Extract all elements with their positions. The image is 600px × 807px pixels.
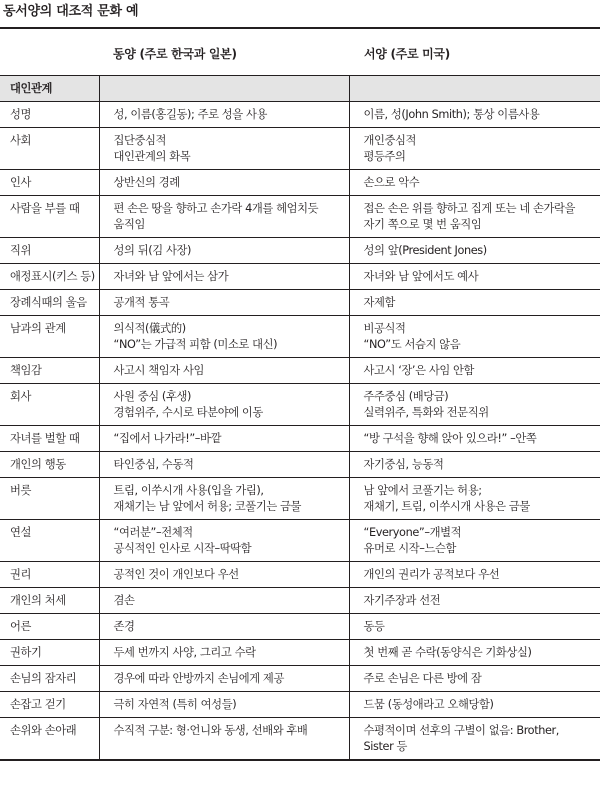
row-label: 어른 <box>0 614 99 640</box>
east-cell-line: 존경 <box>113 620 135 633</box>
west-cell-line: 사고시 ‘장’은 사임 안함 <box>363 364 475 377</box>
east-cell <box>99 478 349 520</box>
west-cell <box>349 290 600 316</box>
east-cell <box>99 562 349 588</box>
west-cell <box>349 170 600 196</box>
west-cell-line: 자제함 <box>363 296 396 309</box>
table-row <box>0 478 600 520</box>
west-cell-line: 개인의 권리가 공적보다 우선 <box>363 568 500 581</box>
west-cell-line: 개인중심적 <box>363 134 417 147</box>
row-label: 인사 <box>0 170 99 196</box>
table-row <box>0 640 600 666</box>
west-cell <box>349 520 600 562</box>
section-row <box>0 76 600 102</box>
west-cell <box>349 426 600 452</box>
west-cell <box>349 264 600 290</box>
east-cell <box>99 718 349 761</box>
east-cell-line: 극히 자연적 (특히 여성들) <box>113 698 237 711</box>
table-row <box>0 358 600 384</box>
west-cell-line: 재채기, 트림, 이쑤시개 사용은 금물 <box>363 500 530 513</box>
east-cell-line: 성의 뒤(김 사장) <box>113 244 191 257</box>
east-cell-line: 경우에 따라 안방까지 손님에게 제공 <box>113 672 284 685</box>
row-label: 손님의 잠자리 <box>0 666 99 692</box>
row-label: 성명 <box>0 102 99 128</box>
row-label: 애정표시(키스 등) <box>0 264 99 290</box>
west-cell-line: 비공식적 <box>363 322 406 335</box>
west-cell-line: 성의 앞(President Jones) <box>363 244 487 257</box>
east-cell-line: 성, 이름(홍길동); 주로 성을 사용 <box>113 108 268 121</box>
west-cell <box>349 640 600 666</box>
west-cell-line: 수평적이며 선후의 구별이 없음: Brother, <box>363 724 559 737</box>
east-cell <box>99 614 349 640</box>
west-cell-line: 동등 <box>363 620 385 633</box>
east-cell <box>99 238 349 264</box>
table-row <box>0 520 600 562</box>
west-cell-line: 드뭄 (동성애라고 오해당함) <box>363 698 494 711</box>
table-row <box>0 238 600 264</box>
table-row <box>0 614 600 640</box>
east-cell <box>99 426 349 452</box>
west-cell-line: Sister 등 <box>363 740 408 753</box>
row-label: 장례식때의 울음 <box>0 290 99 316</box>
east-cell <box>99 384 349 426</box>
east-cell-line: 자녀와 남 앞에서는 삼가 <box>113 270 229 283</box>
table-row <box>0 692 600 718</box>
east-cell-line: 사고시 책임자 사임 <box>113 364 204 377</box>
table-row <box>0 718 600 761</box>
west-cell-line: 자기중심, 능동적 <box>363 458 444 471</box>
table-row <box>0 562 600 588</box>
section-cell-empty <box>99 76 349 102</box>
row-label: 회사 <box>0 384 99 426</box>
west-cell <box>349 238 600 264</box>
east-cell-line: 재채기는 남 앞에서 허용; 코풀기는 금물 <box>113 500 302 513</box>
east-cell-line: 수직적 구분: 형·언니와 동생, 선배와 후배 <box>113 724 308 737</box>
east-cell-line: 트림, 이쑤시개 사용(입을 가림), <box>113 484 264 497</box>
east-cell-line: “여러분”–전체적 <box>113 526 193 539</box>
west-cell <box>349 128 600 170</box>
section-cell-empty <box>349 76 600 102</box>
east-cell-line: 공식적인 인사로 시작–딱딱함 <box>113 542 252 555</box>
table-row <box>0 666 600 692</box>
west-cell-line: 자기주장과 선전 <box>363 594 441 607</box>
row-label: 연설 <box>0 520 99 562</box>
east-cell <box>99 290 349 316</box>
east-cell-line: 상반신의 경례 <box>113 176 180 189</box>
east-cell <box>99 452 349 478</box>
west-cell-line: 첫 번째 곧 수락(동양식은 기화상실) <box>363 646 532 659</box>
culture-comparison-table <box>0 75 600 761</box>
table-row <box>0 384 600 426</box>
east-cell <box>99 128 349 170</box>
page-title: 동서양의 대조적 문화 예 <box>3 4 139 19</box>
table-row <box>0 452 600 478</box>
row-label: 버릇 <box>0 478 99 520</box>
east-cell <box>99 316 349 358</box>
west-cell <box>349 102 600 128</box>
title-divider <box>0 27 600 29</box>
row-label: 직위 <box>0 238 99 264</box>
west-cell <box>349 666 600 692</box>
east-cell <box>99 640 349 666</box>
west-cell <box>349 196 600 238</box>
west-cell-line: “Everyone”–개별적 <box>363 526 462 539</box>
column-header-east: 동양 (주로 한국과 일본) <box>113 47 237 61</box>
table-row <box>0 290 600 316</box>
west-cell <box>349 614 600 640</box>
east-cell <box>99 170 349 196</box>
west-cell <box>349 692 600 718</box>
west-cell <box>349 562 600 588</box>
row-label: 남과의 관계 <box>0 316 99 358</box>
row-label: 사람을 부를 때 <box>0 196 99 238</box>
table-row <box>0 264 600 290</box>
west-cell-line: 접은 손은 위를 향하고 집게 또는 네 손가락을 <box>363 202 576 215</box>
west-cell-line: “NO”도 서슴지 않음 <box>363 338 461 351</box>
west-cell <box>349 452 600 478</box>
east-cell <box>99 588 349 614</box>
row-label: 권하기 <box>0 640 99 666</box>
east-cell <box>99 102 349 128</box>
west-cell <box>349 588 600 614</box>
table-row <box>0 128 600 170</box>
east-cell <box>99 196 349 238</box>
west-cell-line: 자기 쪽으로 몇 번 움직임 <box>363 218 482 231</box>
table-row <box>0 196 600 238</box>
table-row <box>0 588 600 614</box>
west-cell-line: 주주중심 (배당금) <box>363 390 449 403</box>
west-cell <box>349 718 600 761</box>
row-label: 사회 <box>0 128 99 170</box>
west-cell-line: 자녀와 남 앞에서도 예사 <box>363 270 479 283</box>
west-cell-line: 주로 손님은 다른 방에 잠 <box>363 672 482 685</box>
east-cell-line: 사원 중심 (후생) <box>113 390 191 403</box>
east-cell-line: 경험위주, 수시로 타분야에 이동 <box>113 406 263 419</box>
row-label: 손잡고 걷기 <box>0 692 99 718</box>
west-cell-line: “방 구석을 향해 앉아 있으라!” –안쪽 <box>363 432 537 445</box>
row-label: 권리 <box>0 562 99 588</box>
west-cell-line: 유머로 시작–느슨함 <box>363 542 457 555</box>
east-cell-line: 공적인 것이 개인보다 우선 <box>113 568 239 581</box>
table-row <box>0 102 600 128</box>
row-label: 개인의 처세 <box>0 588 99 614</box>
east-cell-line: 공개적 통곡 <box>113 296 170 309</box>
row-label: 책임감 <box>0 358 99 384</box>
west-cell <box>349 478 600 520</box>
west-cell-line: 손으로 악수 <box>363 176 420 189</box>
west-cell <box>349 384 600 426</box>
east-cell-line: 편 손은 땅을 향하고 손가락 4개를 헤엄치듯 <box>113 202 319 215</box>
west-cell-line: 평등주의 <box>363 150 406 163</box>
east-cell <box>99 666 349 692</box>
row-label: 손위와 손아래 <box>0 718 99 761</box>
east-cell <box>99 692 349 718</box>
east-cell-line: 집단중심적 <box>113 134 167 147</box>
east-cell-line: 의식적(儀式的) <box>113 322 186 335</box>
west-cell-line: 남 앞에서 코풀기는 허용; <box>363 484 482 497</box>
row-label: 개인의 행동 <box>0 452 99 478</box>
table-row <box>0 426 600 452</box>
east-cell-line: “NO”는 가급적 피함 (미소로 대신) <box>113 338 278 351</box>
east-cell-line: “집에서 나가라!”–바깥 <box>113 432 222 445</box>
east-cell <box>99 264 349 290</box>
east-cell-line: 두세 번까지 사양, 그리고 수락 <box>113 646 256 659</box>
row-label: 자녀를 벌할 때 <box>0 426 99 452</box>
column-header-west: 서양 (주로 미국) <box>364 47 450 61</box>
table-row <box>0 316 600 358</box>
east-cell-line: 대인관계의 화목 <box>113 150 191 163</box>
table-row <box>0 170 600 196</box>
west-cell <box>349 316 600 358</box>
west-cell-line: 실력위주, 특화와 전문직위 <box>363 406 489 419</box>
east-cell-line: 겸손 <box>113 594 135 607</box>
east-cell <box>99 358 349 384</box>
east-cell-line: 움직임 <box>113 218 146 231</box>
west-cell-line: 이름, 성(John Smith); 통상 이름사용 <box>363 108 540 121</box>
east-cell-line: 타인중심, 수동적 <box>113 458 194 471</box>
west-cell <box>349 358 600 384</box>
east-cell <box>99 520 349 562</box>
section-label: 대인관계 <box>0 76 99 102</box>
